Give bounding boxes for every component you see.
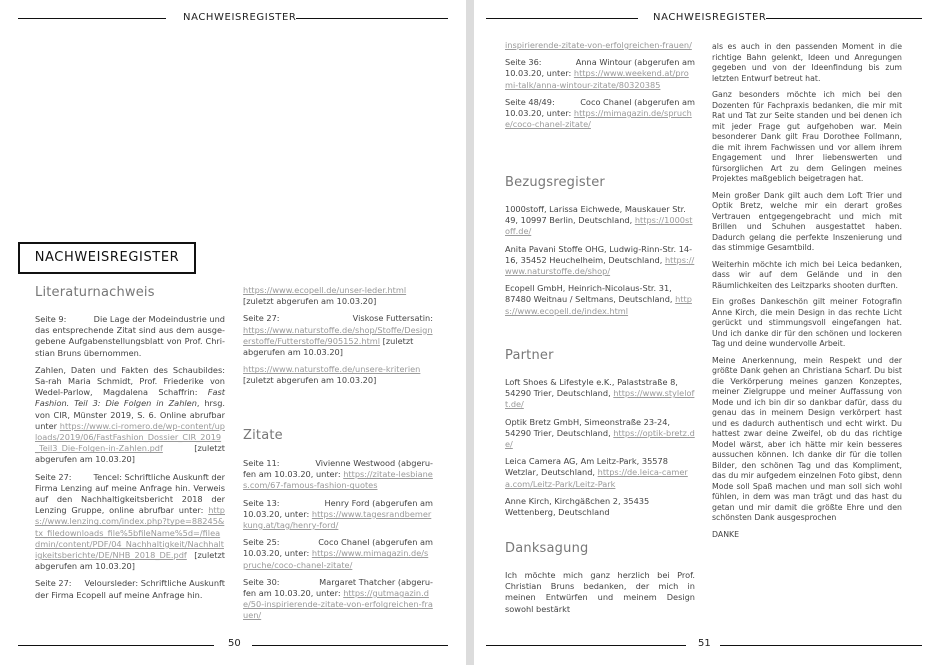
- header-rule-left: [486, 18, 638, 19]
- quotes-column: [243, 458, 433, 628]
- section-heading-bezugsregister: Bezugsregister: [505, 175, 605, 190]
- quote-link[interactable]: https://gutmagazin.de/50-inspirierende-zitate-von-erfolgreichen-frauen/: [243, 588, 433, 621]
- quote-link[interactable]: https://www.weekend.at/promi-talk/anna-wintour-zitate/80320385: [505, 68, 689, 90]
- quote-entry: [505, 40, 695, 51]
- quote-entry: Seite 36: Anna Wintour (abgerufen am 10.03.20, unter: https://www.weekend.at/promi-talk/anna-wintour-zitate/80320385: [505, 57, 695, 90]
- section-heading-danksagung: Danksagung: [505, 541, 589, 556]
- thanks-closing: DANKE: [712, 529, 740, 539]
- thanks-column: [712, 42, 902, 546]
- partner-link[interactable]: https://optik-bretz.de/: [505, 427, 695, 450]
- section-heading-literatur: Literaturnachweis: [35, 285, 155, 300]
- left-page: [0, 0, 466, 665]
- footer-rule-left: [486, 645, 686, 646]
- thanks-paragraph: Ein großes Dankeschön gilt meiner Fotografin Anne Kirch, die mein Design in das rechte Licht gerückt und stimmungsvoll eingefangen hat. Und ich danke dir für den schönen und lockeren Tag und deine wundervolle Arbeit.: [712, 297, 902, 348]
- reference-entry: https://www.naturstoffe.de/unsere-kriterien [zuletzt abgerufen am 10.03.20]: [243, 364, 421, 386]
- running-header: NACHWEISREGISTER: [183, 12, 297, 23]
- reference-link[interactable]: https://www.lenzing.com/index.php?type=88245&tx_filedownloads_file%5bfileName%5d=/fileadmin/content/PDF/04_Nachhaltigkeit/Nachhaltigkeitsberichte/DE/NHB_2018_DE.pdf: [35, 505, 225, 561]
- quote-entry: Seite 11: Vivienne Westwood (abgeru- fen am 10.03.20, unter: https://zitate-lesbianes.com/67-famous-fashion-quotes: [243, 458, 433, 491]
- partner-entry: Anne Kirch, Kirchgäßchen 2, 35435 Wettenberg, Deutschland: [505, 495, 650, 518]
- page-title-box: NACHWEISREGISTER: [18, 242, 196, 274]
- footer-rule-right: [720, 645, 922, 646]
- quote-entry: Seite 30: Margaret Thatcher (abgeru- fen am 10.03.20, unter: https://gutmagazin.de/50-inspirierende-zitate-von-erfolgreichen-frauen/: [243, 576, 433, 621]
- page-number: 51: [698, 638, 711, 649]
- quote-entry: Seite 13: Henry Ford (abgerufen am 10.03.20, unter: https://www.tagesrandbemerkung.at/tag/henry-ford/: [243, 497, 433, 531]
- footer-rule-right: [252, 645, 448, 646]
- section-heading-partner: Partner: [505, 348, 554, 363]
- partner-entry: Leica Camera AG, Am Leitz-Park, 35578 Wetzlar, Deutschland, https://de.leica-camera.com/Leitz-Park/Leitz-Park: [505, 456, 688, 489]
- reference-link[interactable]: https://www.naturstoffe.de/shop/Stoffe/Designerstoffe/Futterstoffe/905152.html: [243, 324, 433, 346]
- literature-column-1: [35, 314, 225, 607]
- quotes-continued-column: [505, 40, 695, 136]
- reference-entry: Seite 9: Die Lage der Modeindustrie und das entsprechende Zitat sind aus dem ausge-gebene Aufgabenstellungsblatt von Prof. Chri-stian Bruns übernommen.: [35, 314, 225, 358]
- supplier-entry: Ecopell GmbH, Heinrich-Nicolaus-Str. 31, 87480 Weitnau / Seltmans, Deutschland, https://www.ecopell.de/index.html: [505, 283, 692, 316]
- thanks-intro: Ich möchte mich ganz herzlich bei Prof. Christian Bruns bedanken, der mich in meinen Entwürfen und meinem Design sowohl bestärkt: [505, 570, 695, 614]
- thanks-paragraph: Meine Anerkennung, mein Respekt und der größte Dank gehen an Christiana Scharf. Du bist die Verkörperung meines ganzen Konzeptes, meiner Zielgruppe und meiner Auffassung von Mode und ich bin dir so dankbar dafür, dass du genau das in meinem Design verkörpert hast und es dadurch authentisch und echt wirkt. Du hattest zwar deine Zweifel, ob du das richtige Model wärst, aber ich hätte mir kein besseres aussuchen können. Ich danke dir für die tollen Bilder, den schönen Tag und das Kompliment, das du mir aufgedem einzelnen Foto gibst, denn Mode soll Spaß machen und man soll sich wohl fühlen, in dem was man trägt und das hast du getan und mir damit die größte Ehre und den schönsten Dank ausgesprochen: [712, 355, 902, 522]
- partner-entry: Loft Shoes & Lifestyle e.K., Palaststraße 8, 54290 Trier, Deutschland, https://www.styleloft.de/: [505, 377, 695, 410]
- quote-entry: Seite 25: Coco Chanel (abgerufen am 10.03.20, unter: https://www.mimagazin.de/spruche/coco-chanel-zitate/: [243, 537, 433, 570]
- partner-entry: Optik Bretz GmbH, Simeonstraße 23-24, 54290 Trier, Deutschland, https://optik-bretz.de/: [505, 416, 695, 450]
- footer-rule-left: [18, 645, 214, 646]
- quote-entry: Seite 48/49: Coco Chanel (abgerufen am 10.03.20, unter: https://mimagazin.de/spruche/coco-chanel-zitate/: [505, 96, 695, 130]
- quote-link[interactable]: https://mimagazin.de/spruche/coco-chanel-zitate/: [505, 108, 692, 130]
- quote-link[interactable]: https://www.tagesrandbemerkung.at/tag/henry-ford/: [243, 508, 432, 531]
- reference-entry: https://www.ecopell.de/unser-leder.html [zuletzt abgerufen am 10.03.20]: [243, 285, 407, 307]
- reference-entry: Zahlen, Daten und Fakten des Schaubildes: Sa-rah Maria Schmidt, Prof. Friederike von Wedel-Parlow, Magdalena Schaffrin: Fast Fashion. Teil 3: Die Folgen in Zahlen, hrsg. von CIR, Münster 2019, S. 6. Online abrufbar unter https://www.ci-romero.de/wp-content/uploads/2019/06/FastFashion_Dossier_CIR_2019_Teil3_Die-Folgen-in-Zahlen.pdf [zuletzt abgerufen am 10.03.20]: [35, 364, 225, 465]
- header-rule-left: [18, 18, 166, 19]
- supplier-link[interactable]: https://1000stoff.de/: [505, 215, 693, 237]
- header-rule-right: [296, 18, 448, 19]
- supplier-link[interactable]: https://www.ecopell.de/index.html: [505, 294, 692, 316]
- running-header: NACHWEISREGISTER: [653, 12, 767, 23]
- partner-link[interactable]: https://de.leica-camera.com/Leitz-Park/Leitz-Park: [505, 467, 688, 489]
- reference-entry: Seite 27: Veloursleder: Schriftliche Auskunft der Firma Ecopell auf meine Anfrage hin.: [35, 578, 225, 600]
- quote-link[interactable]: inspirierende-zitate-von-erfolgreichen-frauen/: [505, 40, 692, 50]
- reference-entry: Seite 27: Tencel: Schriftliche Auskunft der Firma Lenzing auf meine Anfrage hin. Verweis auf den Nachhaltigkeitsbericht 2018 der Lenzing Gruppe, online abrufbar unter: https://www.lenzing.com/index.php?type=88245&tx_filedownloads_file%5bfileName%5d=/fileadmin/content/PDF/04_Nachhaltigkeit/Nachhaltigkeitsberichte/DE/NHB_2018_DE.pdf [zuletzt abgerufen am 10.03.20]: [35, 471, 225, 572]
- suppliers-column: [505, 204, 695, 323]
- partners-column: [505, 377, 695, 524]
- thanks-paragraph: als es auch in den passenden Moment in die richtige Bahn gelenkt, Ideen und Anregungen gegeben und von der Ideenfindung bis zum letzten Entwurf betreut hat.: [712, 42, 902, 83]
- thanks-paragraph: Ganz besonders möchte ich mich bei den Dozenten für Fachpraxis bedanken, die mir mit Rat und Tat zur Seite standen und bei denen ich mit jeder Frage gut aufgehoben war. Mein besonderer Dank gilt Frau Dorothee Follmann, die mit ihrem Fachwissen und vor allem ihrem Engagement und Ihrer liebenswerten und fürsorglichen Art zu dem Gelingen meines Projektes maßgeblich beigetragen hat.: [712, 90, 902, 183]
- partner-link[interactable]: https://www.styleloft.de/: [505, 388, 695, 410]
- reference-link[interactable]: https://www.ecopell.de/unser-leder.html: [243, 285, 407, 295]
- right-page: [474, 0, 940, 665]
- section-heading-zitate: Zitate: [243, 428, 283, 443]
- book-gutter: [466, 0, 474, 665]
- reference-link[interactable]: https://www.ci-romero.de/wp-content/uploads/2019/06/FastFashion_Dossier_CIR_2019_Teil3_Die-Folgen-in-Zahlen.pdf: [35, 420, 225, 454]
- reference-link[interactable]: https://www.naturstoffe.de/unsere-kriterien: [243, 364, 421, 375]
- literature-column-2: [243, 285, 433, 393]
- header-rule-right: [766, 18, 922, 19]
- thanks-paragraph: Mein großer Dank gilt auch dem Loft Trier und Optik Bretz, welche mir ein derart großes Vertrauen entgegengebracht und mich mit Brillen und Schuhen ausgestattet haben. Dadurch gelang die perfekte Inszenierung und das stimmige Gesamtbild.: [712, 190, 902, 252]
- page-number: 50: [228, 638, 241, 649]
- reference-entry: Seite 27: Viskose Futtersatin: https://www.naturstoffe.de/shop/Stoffe/Designerstoffe/Futterstoffe/905152.html [zuletzt abgerufen am 10.03.20]: [243, 313, 433, 358]
- supplier-link[interactable]: https://www.naturstoffe.de/shop/: [505, 254, 695, 277]
- supplier-entry: 1000stoff, Larissa Eichwede, Mauskauer Str. 49, 10997 Berlin, Deutschland, https://1000stoff.de/: [505, 204, 693, 237]
- quote-link[interactable]: https://zitate-lesbianes.com/67-famous-fashion-quotes: [243, 469, 433, 491]
- supplier-entry: Anita Pavani Stoffe OHG, Ludwig-Rinn-Str. 14-16, 35452 Heuchelheim, Deutschland, https://www.naturstoffe.de/shop/: [505, 243, 695, 277]
- quote-link[interactable]: https://www.mimagazin.de/spruche/coco-chanel-zitate/: [243, 548, 429, 570]
- thanks-paragraph: Weiterhin möchte ich mich bei Leica bedanken, dass wir auf dem Gelände und in den Räumlichkeiten des Leitzparks shooten durften.: [712, 259, 902, 290]
